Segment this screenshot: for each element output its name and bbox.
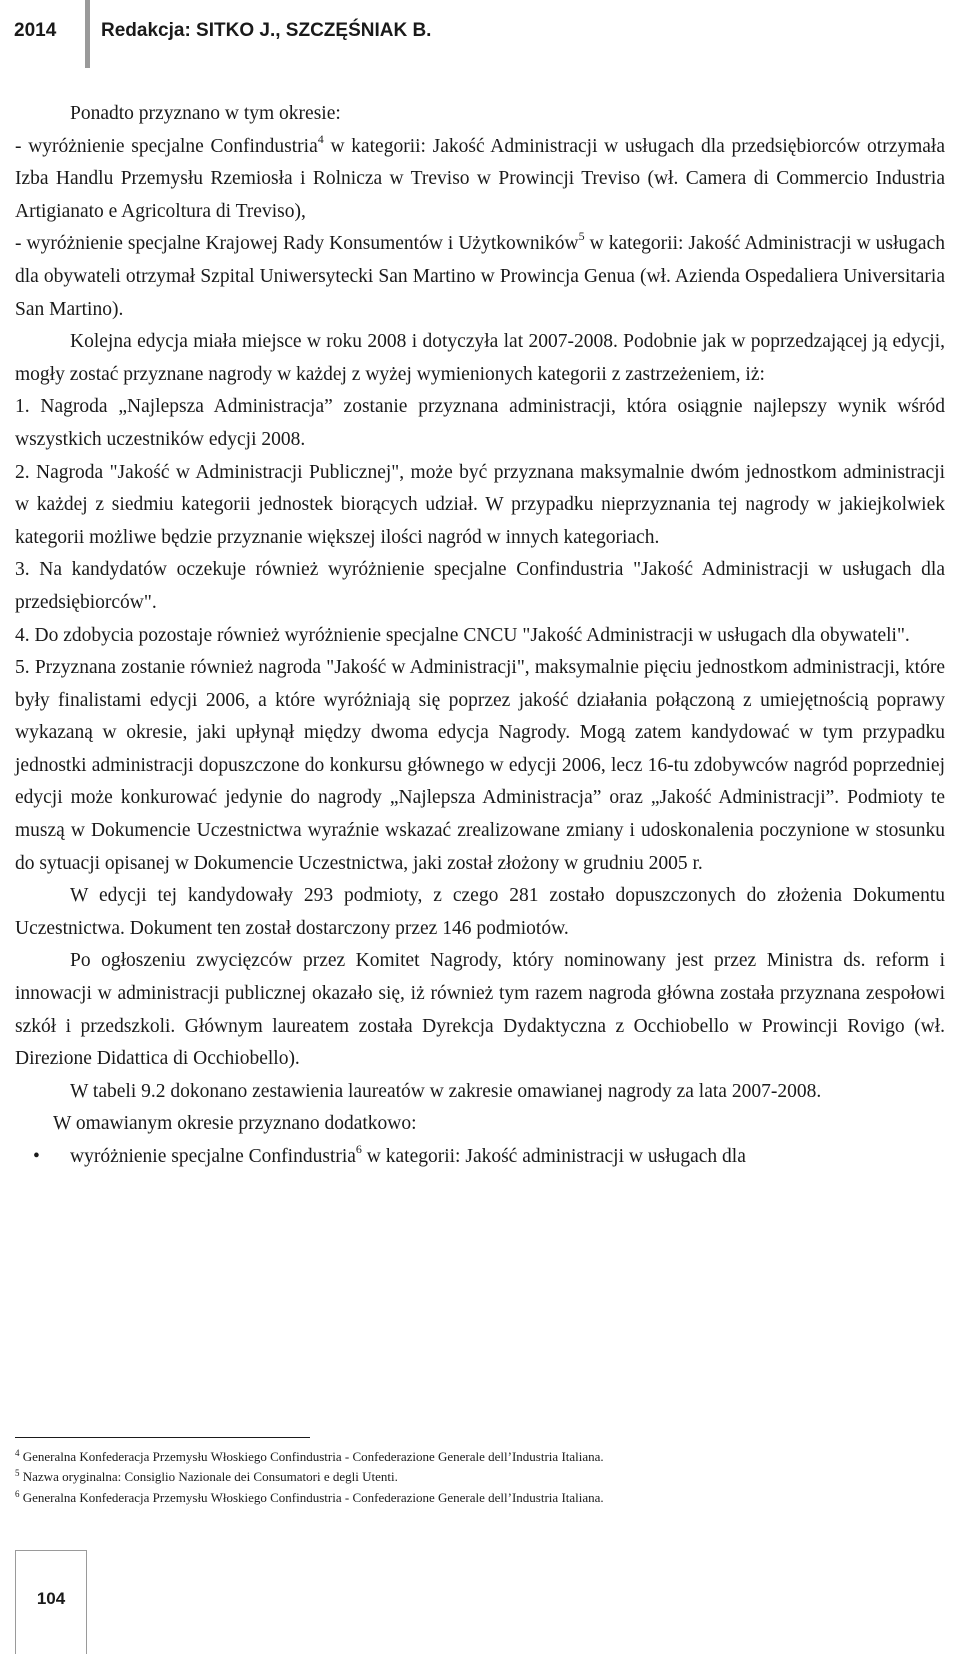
list-item-2: 2. Nagroda "Jakość w Administracji Publicznej", może być przyznana maksymalnie dwóm jednostkom administracji w każdej z siedmiu kategorii jednostek biorących udział. W przypadku nieprzyznania tej nagrody w jakiejkolwiek kategorii możliwe będzie przyznanie większej ilości nagród w innych kategoriach. — [15, 461, 945, 548]
paragraph-winners: Po ogłoszeniu zwycięzców przez Komitet Nagrody, który nominowany jest przez Ministra ds. reform i innowacji w administracji publicznej okazało się, iż również tym razem nagroda główna została przyznana zespołowi szkół i przedszkoli. Głównym laureatem została Dyrekcja Dydaktyczna z Occhiobello w Prowincji Rovigo (wł. Direzione Didattica di Occhiobello). — [15, 950, 945, 1070]
header-divider — [85, 0, 90, 68]
footnote-ref-4: 4 — [317, 131, 324, 146]
paragraph-table-ref: W tabeli 9.2 dokonano zestawienia laureatów w zakresie omawianej nagrody za lata 2007-2008. — [70, 1080, 822, 1102]
document-body — [15, 98, 945, 1174]
footnote-6: $^6$ Generalna Konfederacja Przemysłu Włoskiego Confindustria - Confederazione Generale dell’Industria Italiana. — [15, 1488, 604, 1505]
paragraph-consumer-award: - wyróżnienie specjalne Krajowej Rady Konsumentów i Użytkowników$^5$ w kategorii: Jakość Administracji w usługach dla obywateli otrzymał Szpital Uniwersytecki San Martino w Prowincja Genua (wł. Azienda Ospedaliera Universitaria San Martino). — [15, 229, 945, 320]
header-editors: Redakcja: SITKO J., SZCZĘŚNIAK B. — [101, 20, 432, 41]
footnote-ref-6: 6 — [355, 1142, 362, 1156]
footnote-separator — [15, 1437, 310, 1438]
footnotes — [15, 1447, 945, 1508]
footnote-ref-5: 5 — [578, 229, 585, 244]
bullet-marker: • — [33, 1146, 40, 1167]
page-number: 104 — [36, 1589, 66, 1608]
paragraph-candidates: W edycji tej kandydowały 293 podmioty, z czego 281 zostało dopuszczonych do złożenia Dokumentu Uczestnictwa. Dokument ten został dostarczony przez 146 podmiotów. — [15, 885, 945, 939]
list-item-3: 3. Na kandydatów oczekuje również wyróżnienie specjalne Confindustria "Jakość Administracji w usługach dla przedsiębiorców". — [15, 559, 945, 613]
page-header — [0, 0, 960, 68]
footnote-5: $^5$ Nazwa oryginalna: Consiglio Nazionale dei Consumatori e degli Utenti. — [15, 1468, 398, 1485]
bullet-item — [15, 1141, 945, 1174]
list-item-5: 5. Przyznana zostanie również nagroda "Jakość w Administracji", maksymalnie pięciu jednostkom administracji, które były finalistami edycji 2006, a które wyróżniają się poprzez jakość działania połączoną z umiejętnością poprawy wykazaną w okresie, jaki upłynął między dwoma edycja Nagrody. Mogą zatem kandydować w tym przypadku jednostki administracji dopuszczone do konkursu głównego w edycji 2006, lecz 16-tu zdobywców nagród poprzedniej edycji może konkurować jedynie do nagrody „Najlepsza Administracja” oraz „Jakość Administracji”. Podmioty te muszą w Dokumencie Uczestnictwa wyraźnie wskazać zrealizowane zmiany i udoskonalenia poczynione w stosunku do sytuacji opisanej w Dokumencie Uczestnictwa, jaki został złożony w grudniu 2005 r. — [15, 657, 945, 874]
paragraph-confindustria-award: - wyróżnienie specjalne Confindustria$^4$ w kategorii: Jakość Administracji w usługach dla przedsiębiorców otrzymała Izba Handlu Przemysłu Rzemiosła i Rolnicza w Treviso w Prowincji Treviso (wł. Camera di Commercio Industria Artigianato e Agricoltura di Treviso), — [15, 131, 946, 222]
paragraph-additional: W omawianym okresie przyznano dodatkowo: — [53, 1113, 417, 1135]
bullet-text: wyróżnienie specjalne Confindustria$^6$ w kategorii: Jakość administracji w usługach dla — [70, 1142, 746, 1167]
paragraph-intro: Ponadto przyznano w tym okresie: — [70, 103, 341, 124]
header-year: 2014 — [14, 20, 57, 41]
list-item-4: 4. Do zdobycia pozostaje również wyróżnienie specjalne CNCU "Jakość Administracji w usługach dla obywateli". — [15, 624, 910, 646]
footnote-4: $^4$ Generalna Konfederacja Przemysłu Włoskiego Confindustria - Confederazione Generale dell’Industria Italiana. — [15, 1448, 604, 1464]
list-item-1: 1. Nagroda „Najlepsza Administracja” zostanie przyznana administracji, która osiągnie najlepszy wynik wśród wszystkich uczestników edycji 2008. — [15, 396, 945, 450]
page-number-box — [15, 1550, 87, 1654]
paragraph-next-edition: Kolejna edycja miała miejsce w roku 2008 i dotyczyła lat 2007-2008. Podobnie jak w poprzedzającej ją edycji, mogły zostać przyznane nagrody w każdej z wyżej wymienionych kategorii z zastrzeżeniem, iż: — [15, 331, 945, 385]
